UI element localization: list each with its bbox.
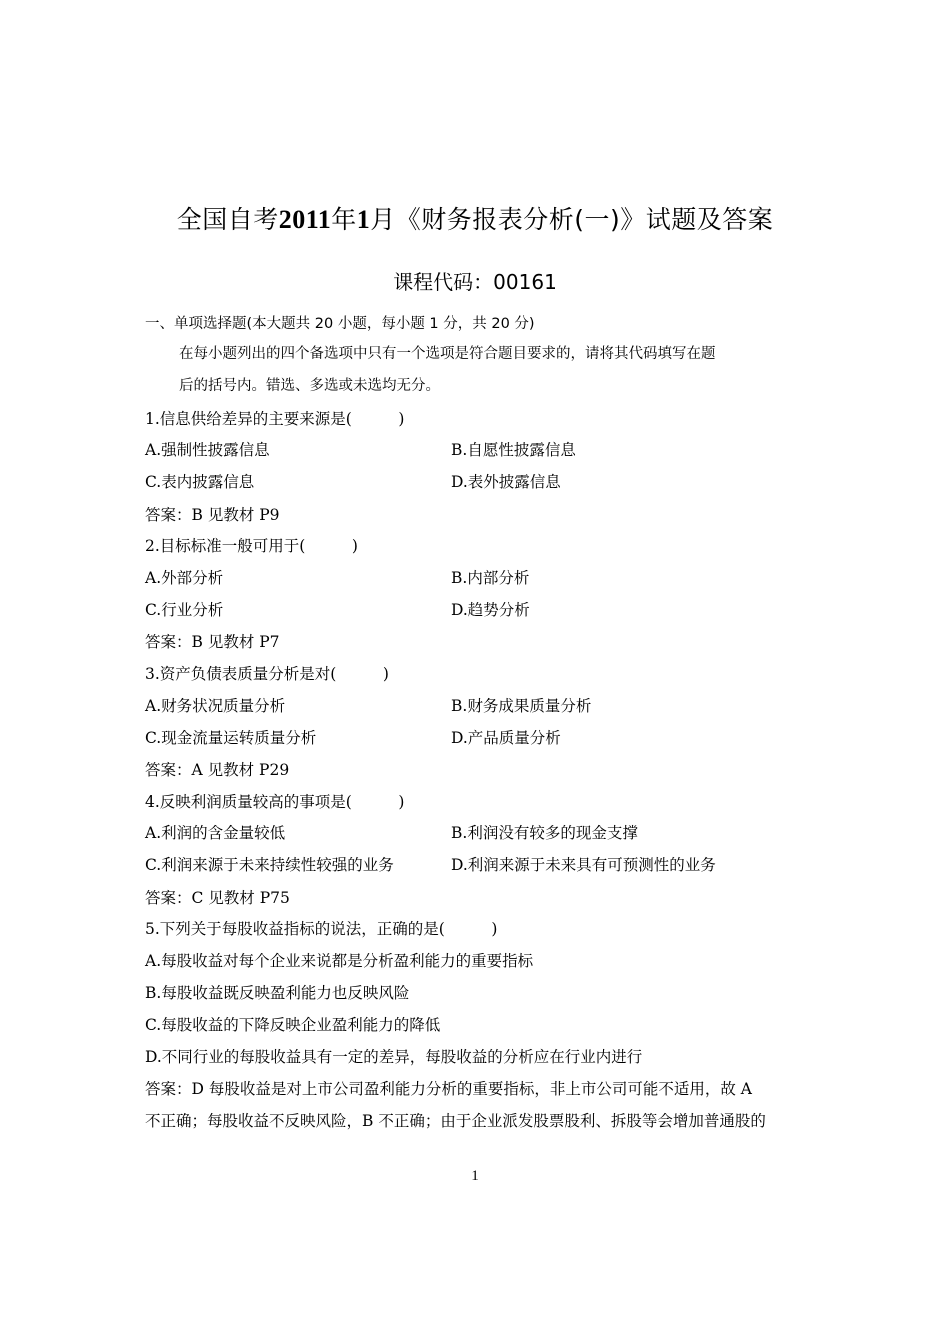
title-year: 2011 [278,205,332,234]
option-b: B.利润没有较多的现金支撑 [451,824,638,842]
page-number: 1 [471,1168,479,1184]
question-stem: 4.反映利润质量较高的事项是( ) [145,793,405,811]
option-d: D.产品质量分析 [451,729,561,747]
document-title [0,200,950,236]
title-rest: 月《财务报表分析(一)》试题及答案 [370,205,774,234]
option-d: D.不同行业的每股收益具有一定的差异，每股收益的分析应在行业内进行 [145,1048,643,1066]
question-stem: 5.下列关于每股收益指标的说法，正确的是( ) [145,920,498,938]
option-c: C.行业分析 [145,601,224,619]
option-a: A.外部分析 [145,569,224,587]
answer-line: 答案：C 见教材 P75 [145,889,290,907]
option-a: A.强制性披露信息 [145,441,270,459]
option-b: B.每股收益既反映盈利能力也反映风险 [145,984,410,1002]
option-d: D.表外披露信息 [451,473,561,491]
answer-line: 答案：B 见教材 P7 [145,633,280,651]
option-b: B.内部分析 [451,569,530,587]
question-stem: 2.目标标准一般可用于( ) [145,537,358,555]
option-a: A.每股收益对每个企业来说都是分析盈利能力的重要指标 [145,952,534,970]
section-heading: 一、单项选择题(本大题共 20 小题，每小题 1 分，共 20 分) [145,316,535,332]
instruction-line-2: 后的括号内。错选、多选或未选均无分。 [179,378,440,394]
answer-line: 答案：B 见教材 P9 [145,506,280,524]
title-prefix: 全国自考 [176,205,279,234]
title-month: 1 [356,205,371,234]
option-d: D.利润来源于未来具有可预测性的业务 [451,856,716,874]
option-b: B.财务成果质量分析 [451,697,592,715]
option-c: C.现金流量运转质量分析 [145,729,317,747]
answer-line: 答案：D 每股收益是对上市公司盈利能力分析的重要指标，非上市公司可能不适用，故 A [145,1080,752,1098]
option-c: C.利润来源于未来持续性较强的业务 [145,856,394,874]
answer-line-continued: 不正确；每股收益不反映风险，B 不正确；由于企业派发股票股利、拆股等会增加普通股的 [145,1112,766,1130]
question-stem: 3.资产负债表质量分析是对( ) [145,665,389,683]
option-d: D.趋势分析 [451,601,530,619]
option-c: C.表内披露信息 [145,473,255,491]
instruction-line-1: 在每小题列出的四个备选项中只有一个选项是符合题目要求的，请将其代码填写在题 [179,346,716,362]
answer-line: 答案：A 见教材 P29 [145,761,290,779]
option-a: A.财务状况质量分析 [145,697,286,715]
option-b: B.自愿性披露信息 [451,441,576,459]
title-year-unit: 年 [331,205,357,234]
option-a: A.利润的含金量较低 [145,824,286,842]
question-stem: 1.信息供给差异的主要来源是( ) [145,410,405,428]
course-code: 课程代码：00161 [393,270,557,294]
option-c: C.每股收益的下降反映企业盈利能力的降低 [145,1016,441,1034]
